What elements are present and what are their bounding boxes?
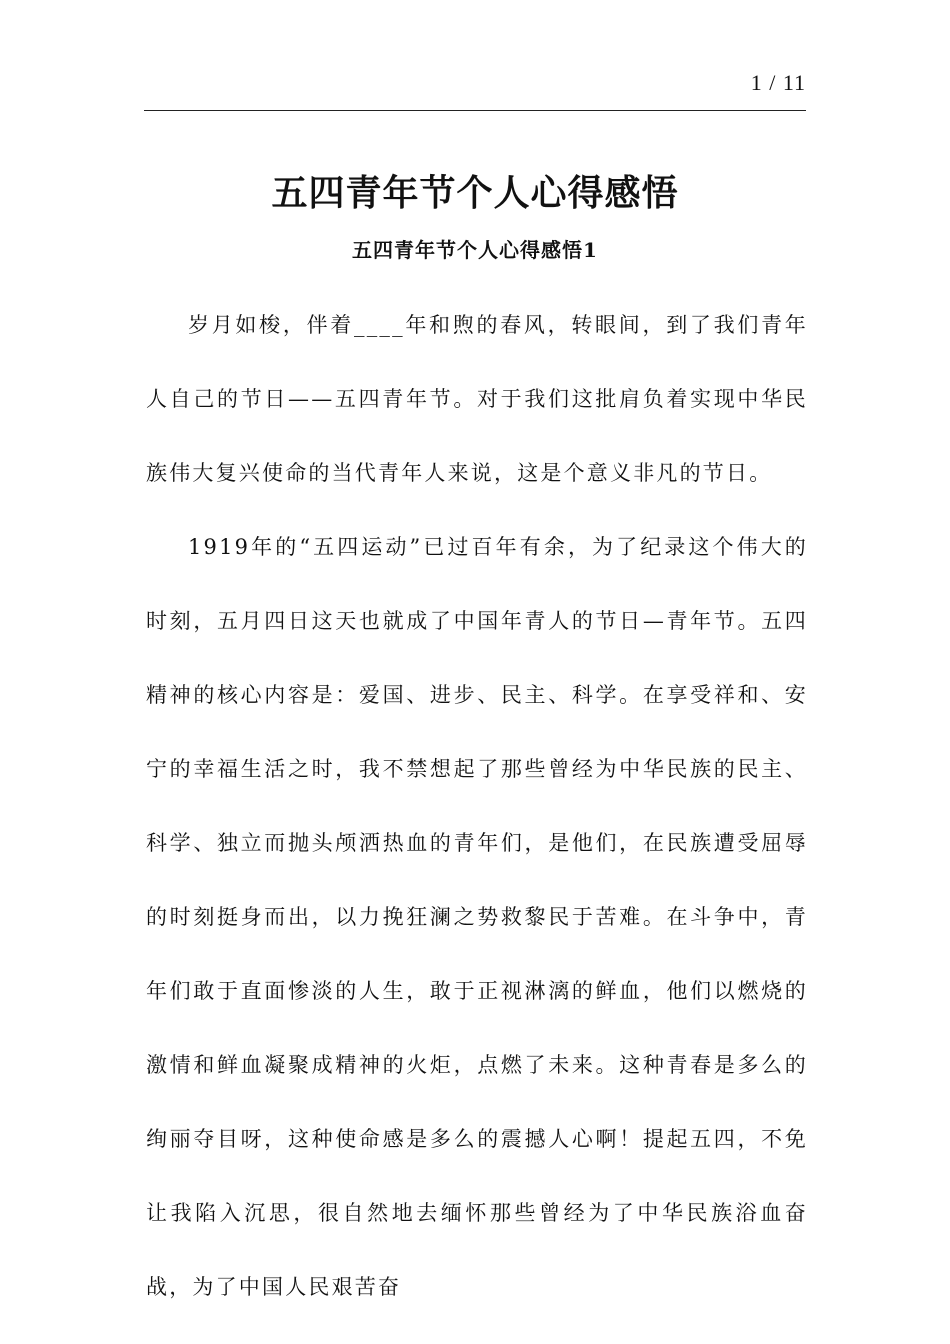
document-title: 五四青年节个人心得感悟 bbox=[271, 173, 679, 214]
paragraph: 岁月如梭，伴着____年和煦的春风，转眼间，到了我们青年人自己的节日——五四青年节。对于我们这批肩负着实现中华民族伟大复兴使命的当代青年人来说，这是个意义非凡的节日。 bbox=[146, 313, 808, 485]
page-number: 1 / 11 bbox=[750, 70, 806, 95]
section-heading: 五四青年节个人心得感悟1 bbox=[352, 238, 598, 262]
header-divider bbox=[144, 110, 806, 111]
paragraph: 1919年的“五四运动”已过百年有余，为了纪录这个伟大的时刻，五月四日这天也就成了中国年青人的节日—青年节。五四精神的核心内容是：爱国、进步、民主、科学。在享受祥和、安宁的幸福生活之时，我不禁想起了那些曾经为中华民族的民主、科学、独立而抛头颅洒热血的青年们，是他们，在民族遭受屈辱的时刻挺身而出，以力挽狂澜之势救黎民于苦难。在斗争中，青年们敢于直面惨淡的人生，敢于正视淋漓的鲜血，他们以燃烧的激情和鲜血凝聚成精神的火炬，点燃了未来。这种青春是多么的绚丽夺目呀，这种使命感是多么的震撼人心啊！提起五四，不免让我陷入沉思，很自然地去缅怀那些曾经为了中华民族浴血奋战，为了中国人民艰苦奋 bbox=[146, 535, 808, 1299]
body-text bbox=[146, 288, 808, 1324]
